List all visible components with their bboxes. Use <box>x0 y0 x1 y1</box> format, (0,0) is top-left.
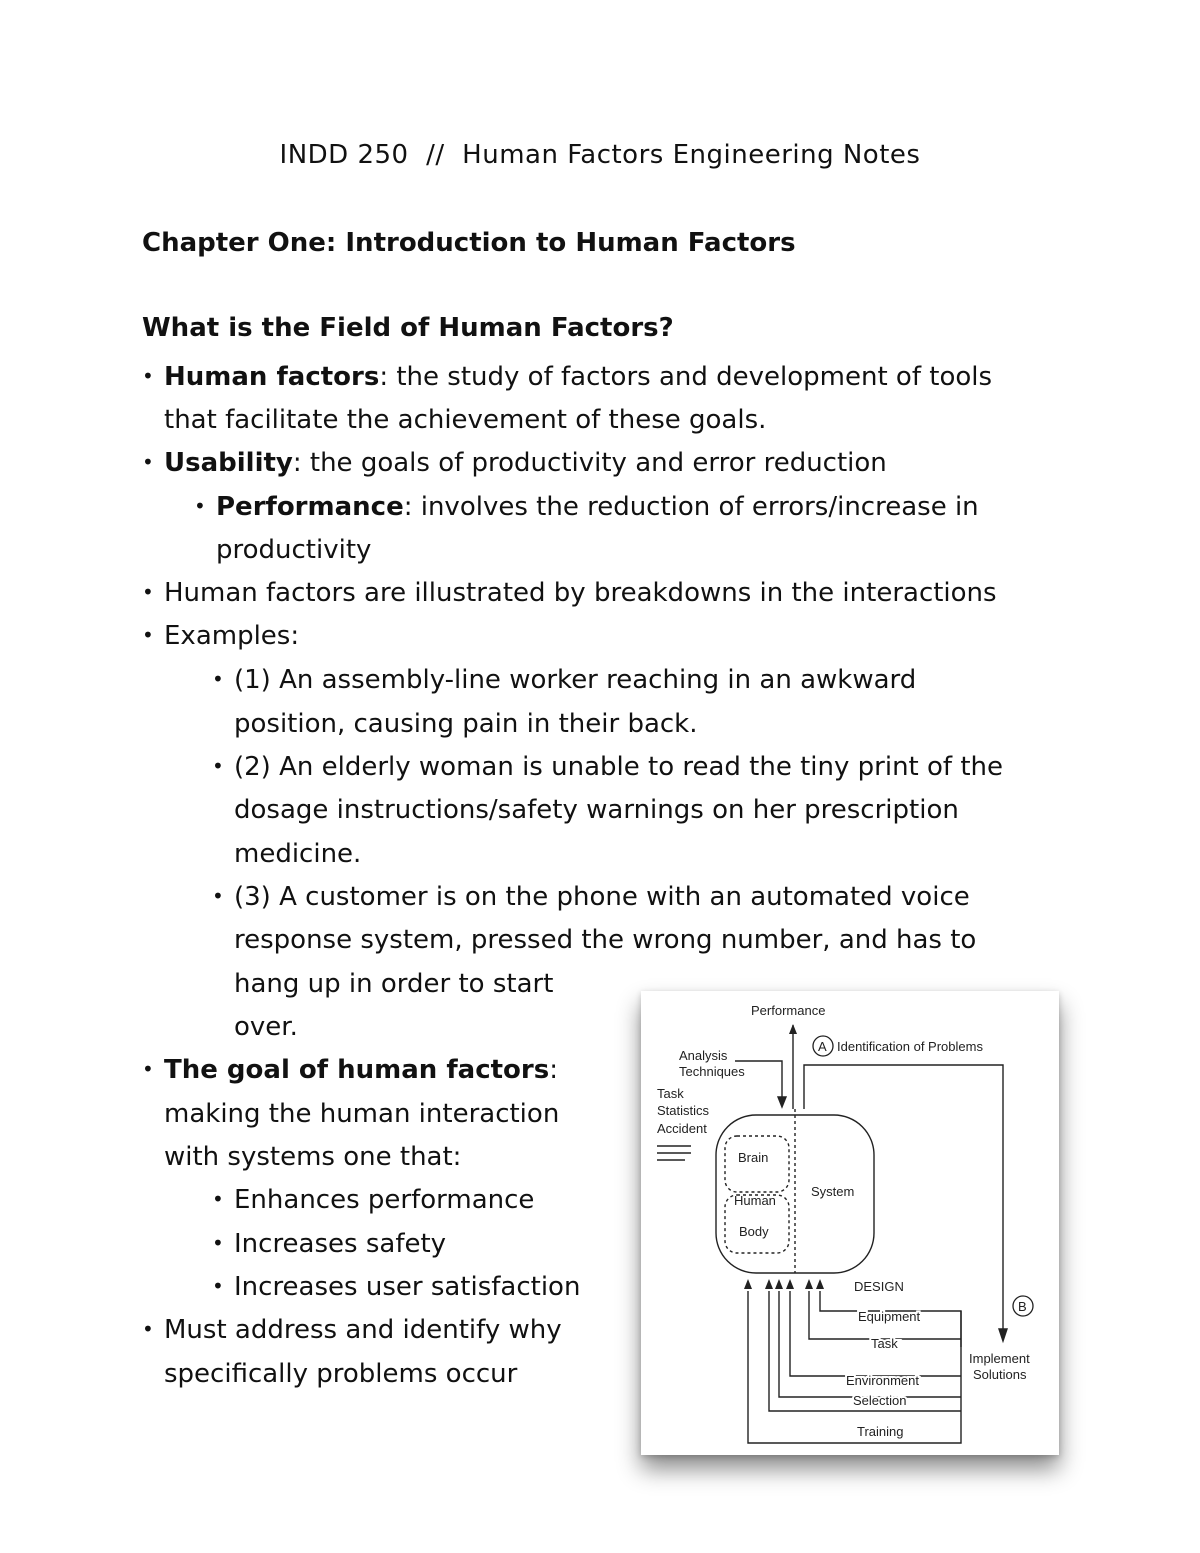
page-title: INDD 250 // Human Factors Engineering Notes <box>279 140 921 170</box>
bullet-icon: • <box>212 1187 224 1211</box>
bullet-icon: • <box>212 884 224 908</box>
text: : the study of factors and development of tools <box>379 362 993 392</box>
example-2 <box>212 754 1003 780</box>
bullet-examples <box>142 623 299 649</box>
text: : involves the reduction of errors/increase in <box>403 492 979 522</box>
bullet-address-problems <box>142 1317 562 1343</box>
bullet-continuation: making the human interaction <box>164 1099 560 1129</box>
bullet-icon: • <box>212 754 224 778</box>
brain-label: Brain <box>738 1150 769 1165</box>
body-label: Body <box>739 1224 769 1239</box>
human-factors-diagram <box>641 991 1059 1455</box>
marker-a: A <box>818 1039 827 1054</box>
marker-b: B <box>1018 1299 1027 1314</box>
bullet-icon: • <box>212 1231 224 1255</box>
bullet-continuation: over. <box>234 1012 298 1042</box>
bullet-breakdowns <box>142 580 997 606</box>
chapter-heading: Chapter One: Introduction to Human Factors <box>142 228 796 258</box>
bullet-continuation: medicine. <box>234 839 362 869</box>
bullet-icon: • <box>212 667 224 691</box>
bullet-goal <box>142 1057 558 1083</box>
example-3 <box>212 884 970 910</box>
environment-label: Environment <box>846 1373 919 1388</box>
bullet-continuation: response system, pressed the wrong number, and has to <box>234 925 977 955</box>
example-1 <box>212 667 916 693</box>
implement-label-2: Solutions <box>973 1367 1027 1382</box>
analysis-label-1: Analysis <box>679 1048 728 1063</box>
text: (3) A customer is on the phone with an automated voice <box>234 882 970 912</box>
system-label: System <box>811 1184 855 1199</box>
term: The goal of human factors <box>164 1055 550 1085</box>
text: (1) An assembly-line worker reaching in an awkward <box>234 665 917 695</box>
equipment-label: Equipment <box>858 1309 921 1324</box>
identification-label: Identification of Problems <box>837 1039 983 1054</box>
implement-label-1: Implement <box>969 1351 1030 1366</box>
bullet-continuation: dosage instructions/safety warnings on her prescription <box>234 795 959 825</box>
performance-label: Performance <box>751 1003 826 1018</box>
bullet-continuation: position, causing pain in their back. <box>234 709 698 739</box>
analysis-label-2: Techniques <box>679 1064 745 1079</box>
bullet-icon: • <box>194 494 206 518</box>
bullet-continuation: productivity <box>216 535 372 565</box>
human-label: Human <box>734 1193 776 1208</box>
selection-label: Selection <box>853 1393 907 1408</box>
bullet-continuation: that facilitate the achievement of these goals. <box>164 405 767 435</box>
term: Usability <box>164 448 293 478</box>
task-stats-1: Task <box>657 1086 684 1101</box>
environment-loop <box>790 1291 961 1376</box>
task-stats-3: Accident <box>657 1121 707 1136</box>
text: Must address and identify why <box>164 1315 562 1345</box>
bullet-icon: • <box>212 1274 224 1298</box>
training-loop <box>748 1291 961 1443</box>
text: Examples: <box>164 621 300 651</box>
text: Increases safety <box>234 1229 447 1259</box>
bullet-continuation: with systems one that: <box>164 1142 462 1172</box>
goal-enhances-performance <box>212 1187 534 1213</box>
text: (2) An elderly woman is unable to read the tiny print of the <box>234 752 1004 782</box>
text: Increases user satisfaction <box>234 1272 581 1302</box>
bullet-icon: • <box>142 1317 154 1341</box>
goal-increases-safety <box>212 1231 446 1257</box>
design-label: DESIGN <box>854 1279 904 1294</box>
bullet-human-factors <box>142 364 992 390</box>
bullet-continuation: specifically problems occur <box>164 1359 518 1389</box>
bullet-icon: • <box>142 580 154 604</box>
term: Performance <box>216 492 404 522</box>
bullet-icon: • <box>142 364 154 388</box>
bullet-usability <box>142 450 887 476</box>
text: : <box>549 1055 558 1085</box>
bullet-icon: • <box>142 1057 154 1081</box>
text: : the goals of productivity and error reduction <box>292 448 887 478</box>
diagram-svg <box>641 991 1059 1455</box>
goal-user-satisfaction <box>212 1274 580 1300</box>
subbullet-performance <box>194 494 979 520</box>
training-label: Training <box>857 1424 904 1439</box>
bullet-icon: • <box>142 450 154 474</box>
section-heading: What is the Field of Human Factors? <box>142 313 674 343</box>
text: Enhances performance <box>234 1185 535 1215</box>
term: Human factors <box>164 362 380 392</box>
bullet-icon: • <box>142 623 154 647</box>
text: Human factors are illustrated by breakdowns in the interactions <box>164 578 997 608</box>
task-stats-2: Statistics <box>657 1103 710 1118</box>
bullet-continuation: hang up in order to start <box>234 969 554 999</box>
task-label: Task <box>871 1336 898 1351</box>
